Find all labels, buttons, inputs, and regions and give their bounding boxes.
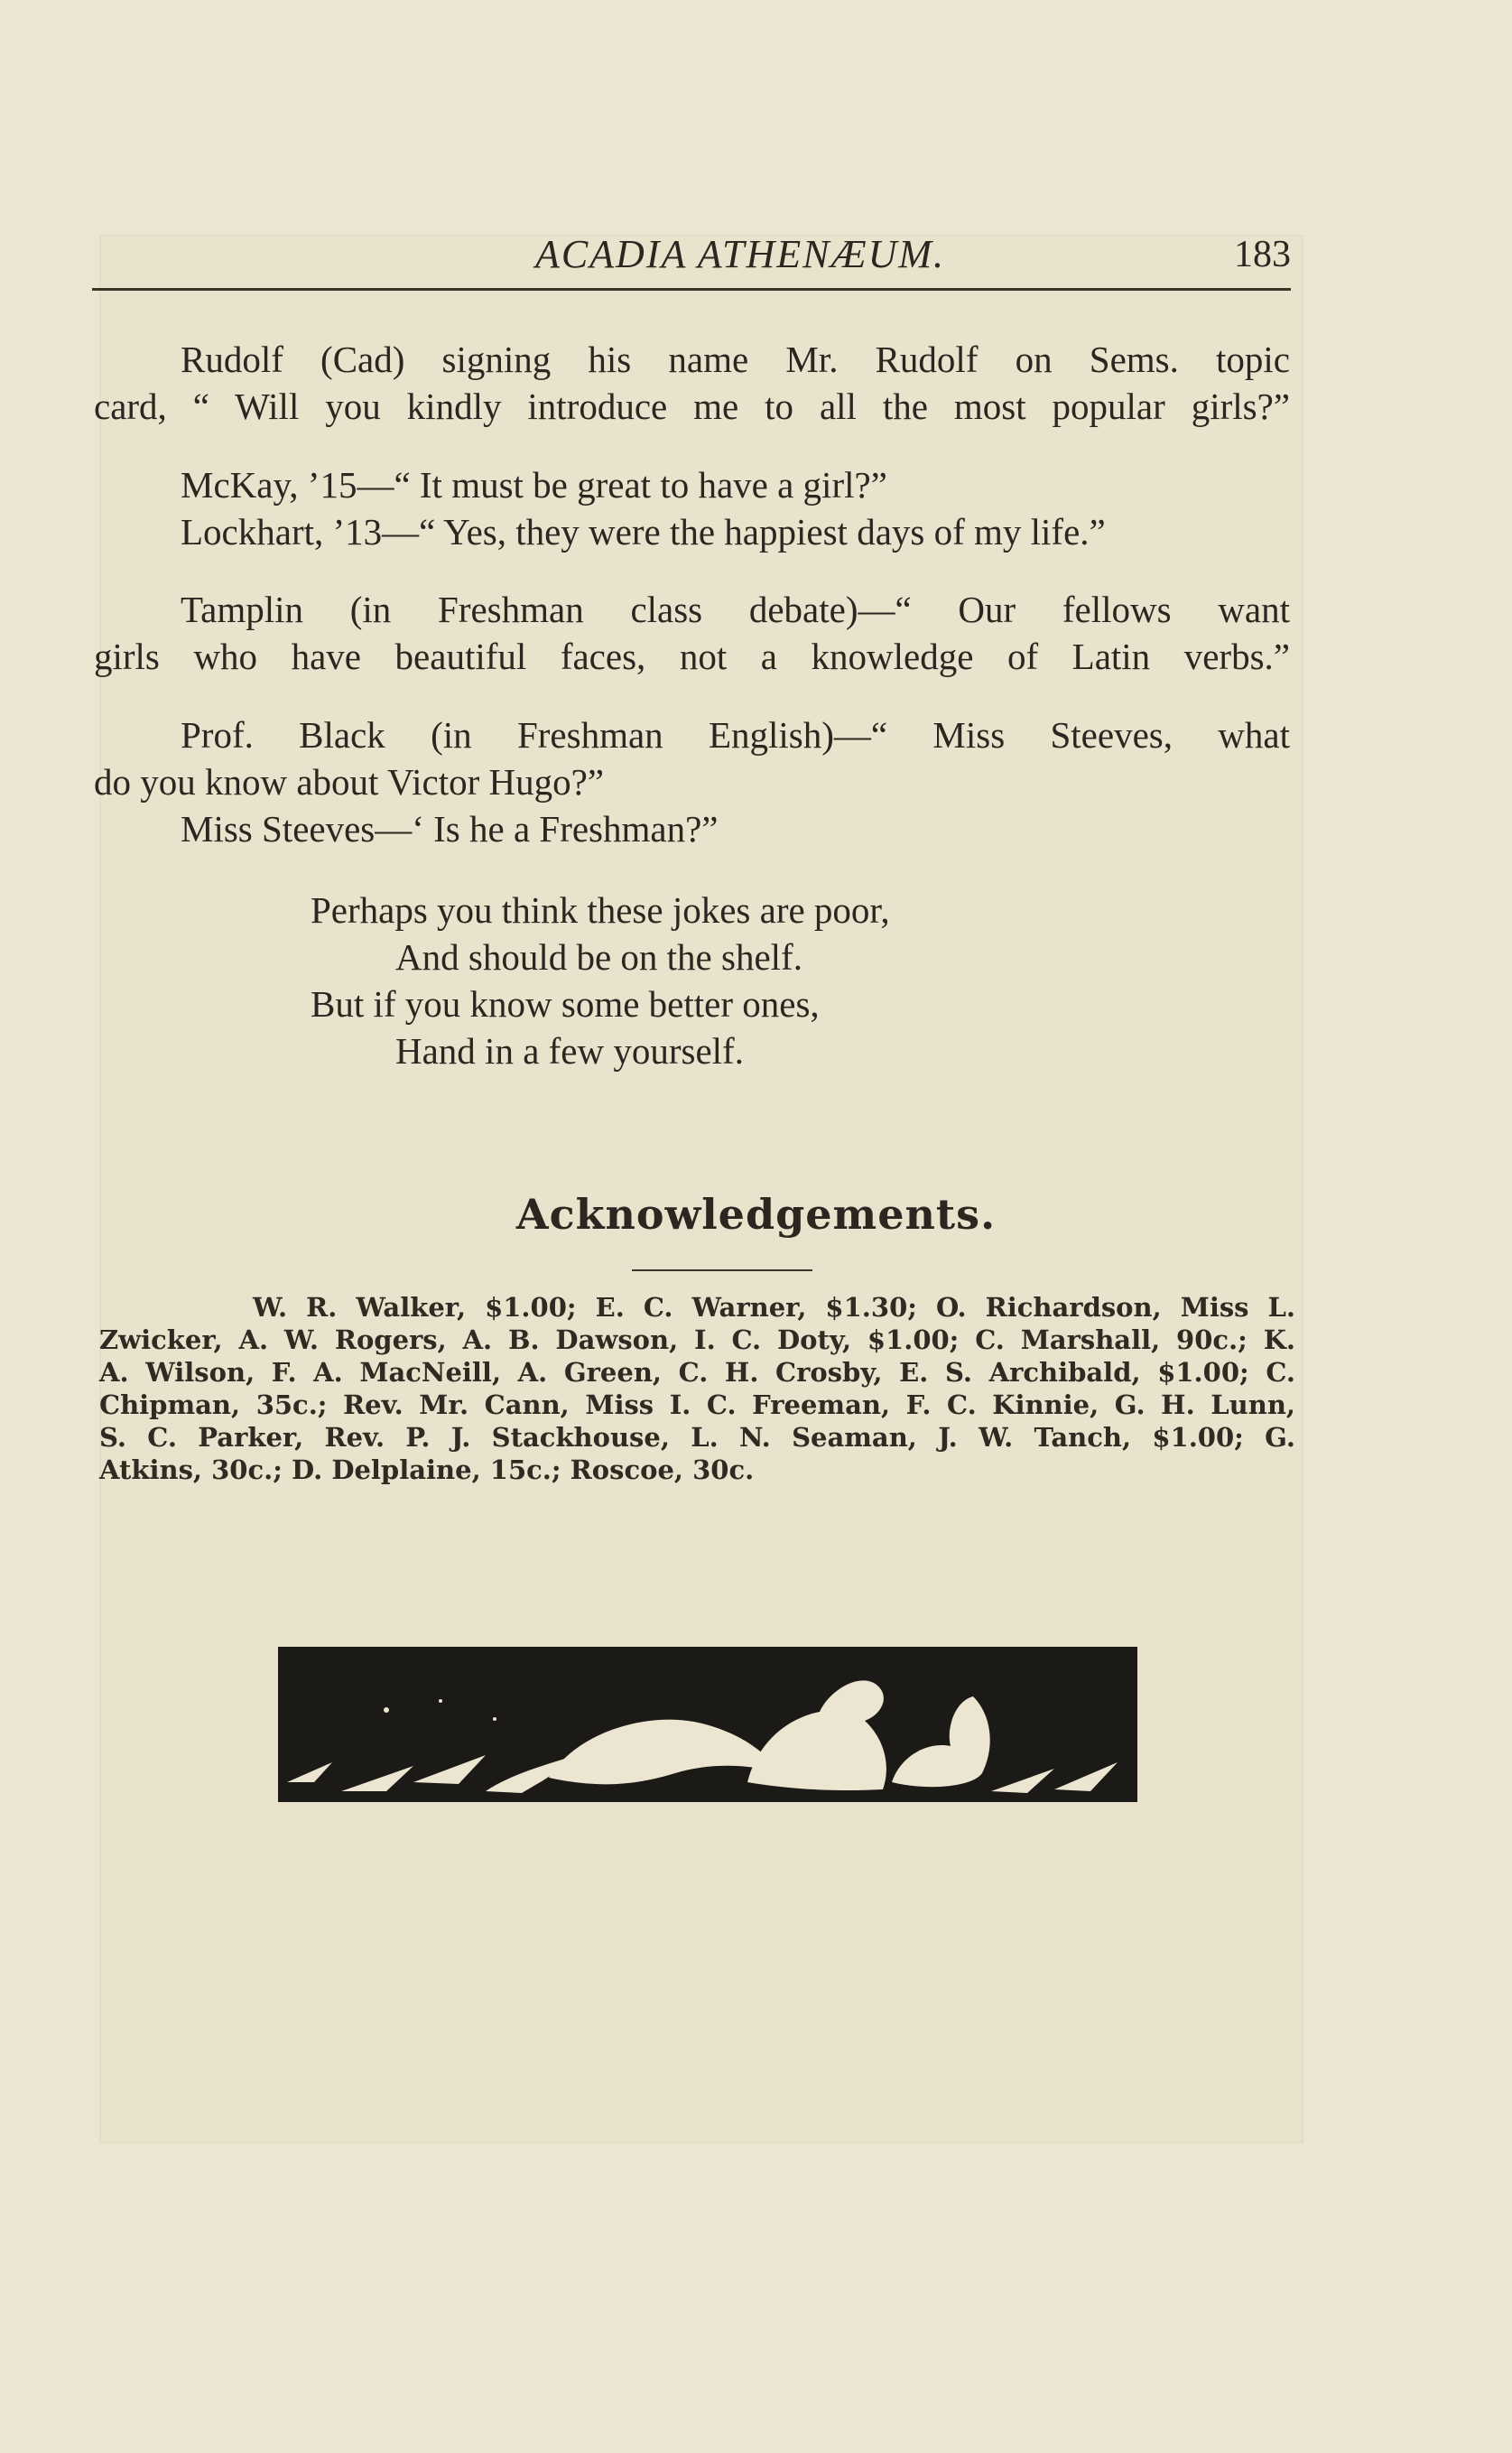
acknowledgements-list	[99, 1291, 1295, 1486]
poem-line: And should be on the shelf.	[395, 936, 802, 978]
joke-paragraph-1	[94, 336, 1290, 430]
paragraph-line: Rudolf (Cad) signing his name Mr. Rudolf on Sems. topic	[181, 339, 1290, 380]
poem	[311, 887, 1123, 1074]
paragraph-line: Prof. Black (in Freshman English)—“ Miss Steeves, what	[181, 714, 1290, 756]
decorative-vignette	[278, 1647, 1137, 1802]
journal-title: ACADIA ATHENÆUM.	[534, 232, 946, 276]
poem-line: But if you know some better ones,	[311, 983, 820, 1025]
running-head	[92, 226, 1291, 289]
acknowledgements-line: Chipman, 35c.; Rev. Mr. Cann, Miss I. C. Freeman, F. C. Kinnie, G. H. Lunn,	[99, 1389, 1295, 1420]
acknowledgements-line: A. Wilson, F. A. MacNeill, A. Green, C. H. Crosby, E. S. Archibald, $1.00; C.	[99, 1357, 1295, 1388]
paragraph-line: Tamplin (in Freshman class debate)—“ Our fellows want	[181, 589, 1290, 630]
acknowledgements-line: S. C. Parker, Rev. P. J. Stackhouse, L. N. Seaman, J. W. Tanch, $1.00; G.	[99, 1422, 1295, 1453]
header-rule	[92, 288, 1291, 291]
joke-paragraph-2	[94, 461, 1290, 555]
paragraph-line: Miss Steeves—‘ Is he a Freshman?”	[181, 808, 719, 850]
poem-line: Perhaps you think these jokes are poor,	[311, 889, 890, 931]
joke-paragraph-4	[94, 711, 1290, 852]
poem-line: Hand in a few yourself.	[395, 1030, 744, 1072]
vignette-background	[278, 1647, 1137, 1802]
paragraph-line: do you know about Victor Hugo?”	[94, 761, 604, 803]
paragraph-line: girls who have beautiful faces, not a knowledge of Latin verbs.”	[94, 636, 1290, 677]
acknowledgements-line: Atkins, 30c.; D. Delplaine, 15c.; Roscoe, 30c.	[99, 1454, 755, 1485]
paragraph-line: card, “ Will you kindly introduce me to all the most popular girls?”	[94, 386, 1290, 427]
acknowledgements-heading: Acknowledgements.	[515, 1190, 997, 1239]
page-number: 183	[1234, 234, 1291, 275]
joke-paragraph-3	[94, 586, 1290, 680]
acknowledgements-rule	[632, 1269, 812, 1271]
paragraph-line: McKay, ’15—“ It must be great to have a girl?”	[181, 464, 887, 506]
acknowledgements-line: Zwicker, A. W. Rogers, A. B. Dawson, I. C. Doty, $1.00; C. Marshall, 90c.; K.	[99, 1324, 1295, 1355]
acknowledgements-line: W. R. Walker, $1.00; E. C. Warner, $1.30; O. Richardson, Miss L.	[253, 1292, 1295, 1323]
paragraph-line: Lockhart, ’13—“ Yes, they were the happiest days of my life.”	[181, 511, 1106, 553]
